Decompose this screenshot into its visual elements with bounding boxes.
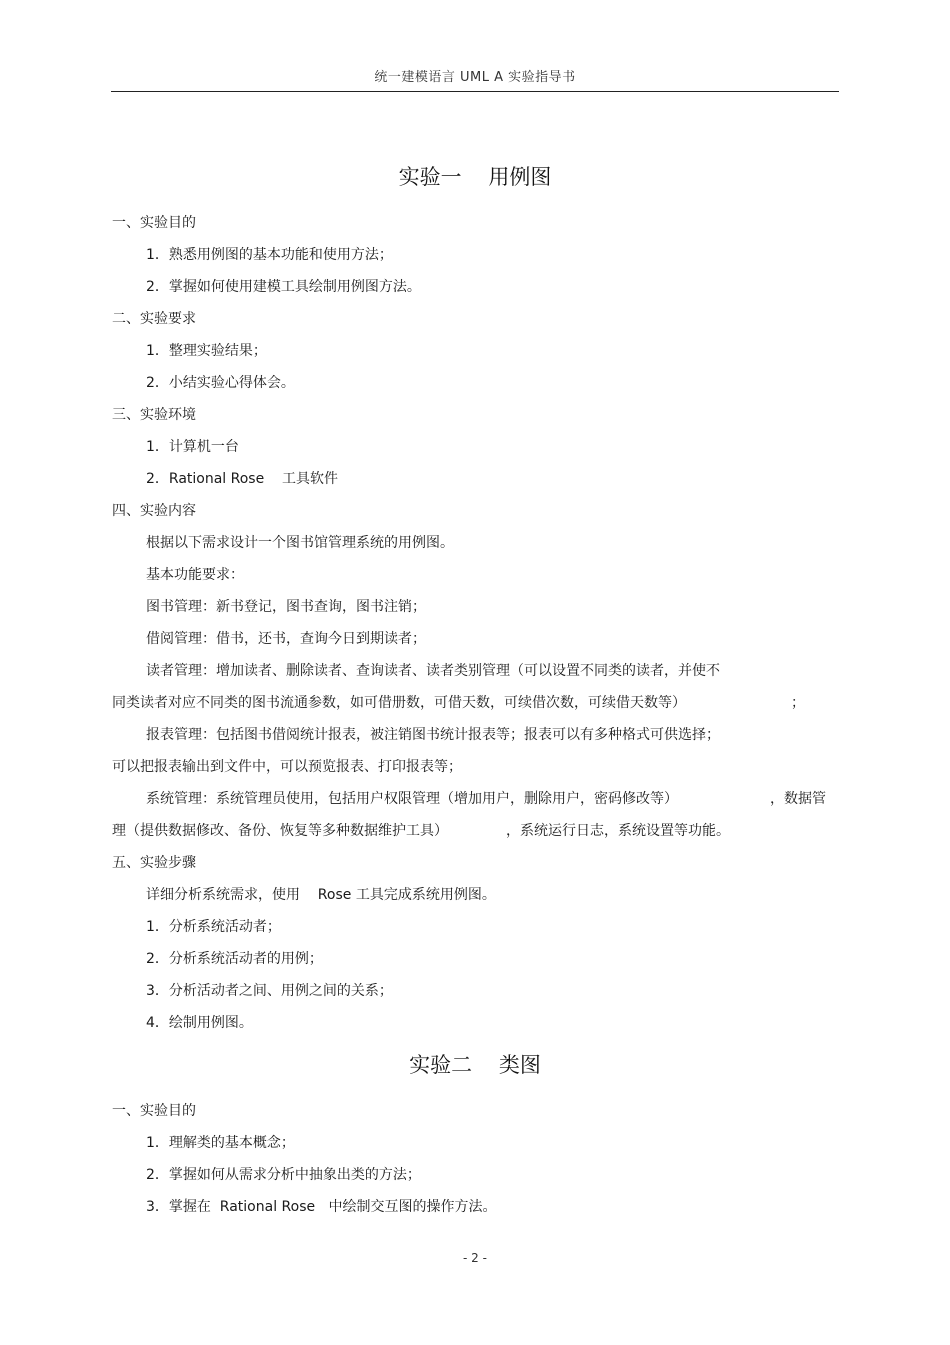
exp2-purpose-item-3: 3．掌握在 Rational Rose 中绘制交互图的操作方法。 xyxy=(146,1199,497,1215)
steps-intro: 详细分析系统需求，使用 Rose 工具完成系统用例图。 xyxy=(146,887,496,903)
requirement-item-1: 1．整理实验结果； xyxy=(146,343,267,359)
section-heading-environment: 三、实验环境 xyxy=(112,407,196,423)
experiment-2-title: 实验二 类图 xyxy=(409,1053,541,1077)
step-item-2: 2．分析系统活动者的用例； xyxy=(146,951,323,967)
content-reader-management-line-2-end: ； xyxy=(791,695,805,711)
content-borrow-management: 借阅管理：借书，还书，查询今日到期读者； xyxy=(146,631,426,647)
purpose-item-1: 1．熟悉用例图的基本功能和使用方法； xyxy=(146,247,393,263)
exp2-purpose-item-1: 1．理解类的基本概念； xyxy=(146,1135,295,1151)
content-system-management-line-1-end: ，数据管 xyxy=(770,791,826,807)
environment-item-1: 1．计算机一台 xyxy=(146,439,239,455)
environment-item-2: 2．Rational Rose 工具软件 xyxy=(146,471,339,487)
content-book-management: 图书管理：新书登记，图书查询，图书注销； xyxy=(146,599,426,615)
content-system-management-line-1: 系统管理：系统管理员使用，包括用户权限管理（增加用户，删除用户，密码修改等） xyxy=(146,791,678,807)
content-report-management-line-1: 报表管理：包括图书借阅统计报表，被注销图书统计报表等；报表可以有多种格式可供选择； xyxy=(146,727,720,743)
exp2-section-heading-purpose: 一、实验目的 xyxy=(112,1103,196,1119)
section-heading-content: 四、实验内容 xyxy=(112,503,196,519)
content-intro: 根据以下需求设计一个图书馆管理系统的用例图。 xyxy=(146,535,454,551)
content-basic-requirements: 基本功能要求： xyxy=(146,567,244,583)
exp2-purpose-item-2: 2．掌握如何从需求分析中抽象出类的方法； xyxy=(146,1167,421,1183)
section-heading-requirements: 二、实验要求 xyxy=(112,311,196,327)
section-heading-purpose: 一、实验目的 xyxy=(112,215,196,231)
header-divider xyxy=(111,91,839,92)
content-system-management-line-2: 理（提供数据修改、备份、恢复等多种数据维护工具） xyxy=(112,823,448,839)
step-item-3: 3．分析活动者之间、用例之间的关系； xyxy=(146,983,393,999)
section-heading-steps: 五、实验步骤 xyxy=(112,855,196,871)
page-header: 统一建模语言 UML A 实验指导书 xyxy=(374,70,576,85)
content-report-management-line-2: 可以把报表输出到文件中，可以预览报表、打印报表等； xyxy=(112,759,462,775)
page-number: - 2 - xyxy=(463,1251,487,1265)
experiment-1-title: 实验一 用例图 xyxy=(398,165,552,189)
purpose-item-2: 2．掌握如何使用建模工具绘制用例图方法。 xyxy=(146,279,421,295)
content-system-management-line-2-end: ，系统运行日志，系统设置等功能。 xyxy=(506,823,730,839)
requirement-item-2: 2．小结实验心得体会。 xyxy=(146,375,295,391)
step-item-4: 4．绘制用例图。 xyxy=(146,1015,253,1031)
content-reader-management-line-2: 同类读者对应不同类的图书流通参数，如可借册数，可借天数，可续借次数，可续借天数等） xyxy=(112,695,686,711)
step-item-1: 1．分析系统活动者； xyxy=(146,919,281,935)
content-reader-management-line-1: 读者管理：增加读者、删除读者、查询读者、读者类别管理（可以设置不同类的读者，并使不 xyxy=(146,663,720,679)
